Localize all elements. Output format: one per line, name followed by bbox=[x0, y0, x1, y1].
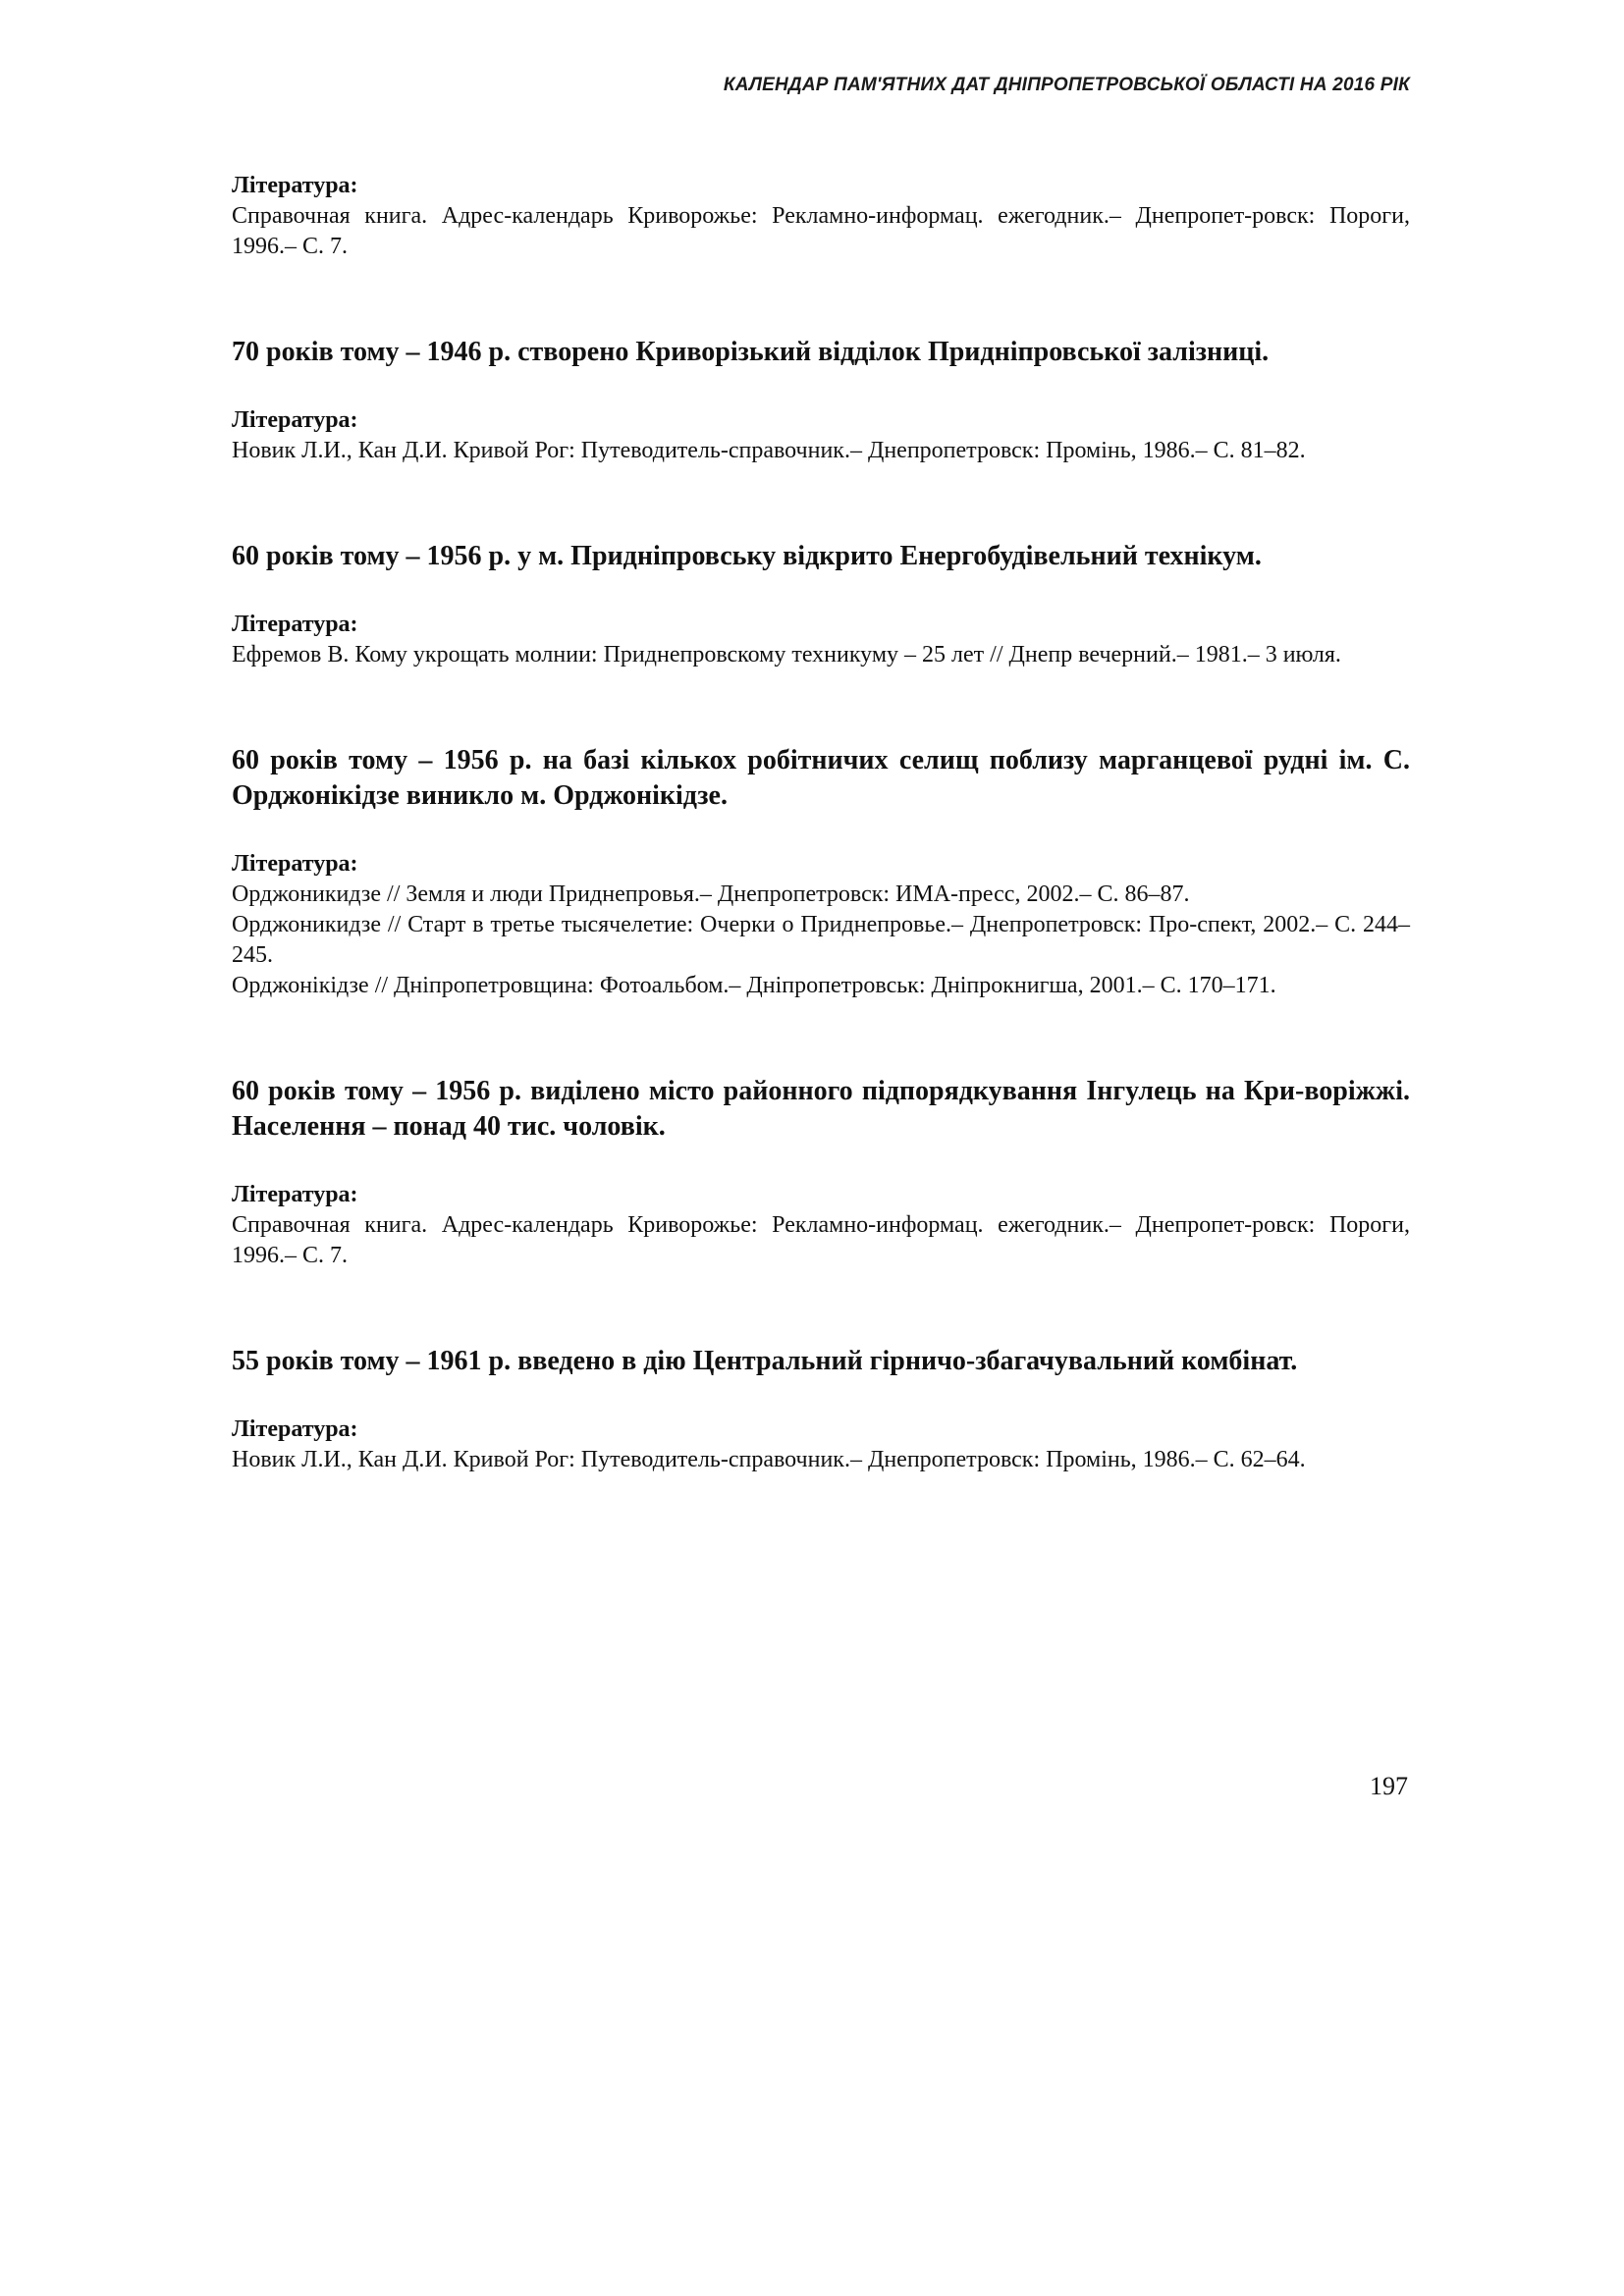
event-title: 70 років тому – 1946 р. створено Криворізький відділок Придніпровської залізниці. bbox=[232, 337, 1270, 367]
literature-reference: Справочная книга. Адрес-календарь Криворожье: Рекламно-информац. ежегодник.– Днепропет-ровск: Пороги, 1996.– С. 7. bbox=[232, 203, 1410, 259]
literature-reference: Орджоникидзе // Старт в третье тысячелетие: Очерки о Приднепровье.– Днепропетровск: Про-спект, 2002.– С. 244–245. bbox=[232, 912, 1410, 968]
event-title: 60 років тому – 1956 р. у м. Придніпровську відкрито Енергобудівельний технікум. bbox=[232, 541, 1262, 571]
entry-3 bbox=[232, 743, 1410, 1001]
literature-label: Література: bbox=[232, 612, 358, 637]
literature-reference: Новик Л.И., Кан Д.И. Кривой Рог: Путеводитель-справочник.– Днепропетровск: Промінь, 1986.– С. 62–64. bbox=[232, 1447, 1306, 1472]
literature-reference: Новик Л.И., Кан Д.И. Кривой Рог: Путеводитель-справочник.– Днепропетровск: Промінь, 1986.– С. 81–82. bbox=[232, 438, 1306, 463]
intro-literature-block bbox=[232, 171, 1410, 262]
running-header: КАЛЕНДАР ПАМ'ЯТНИХ ДАТ ДНІПРОПЕТРОВСЬКОЇ ОБЛАСТІ НА 2016 РІК bbox=[723, 75, 1410, 95]
literature-reference: Орджоникидзе // Земля и люди Приднепровья.– Днепропетровск: ИМА-пресс, 2002.– С. 86–87. bbox=[232, 881, 1190, 907]
entry-4 bbox=[232, 1074, 1410, 1271]
literature-label: Література: bbox=[232, 173, 358, 198]
literature-label: Література: bbox=[232, 851, 358, 877]
event-title: 55 років тому – 1961 р. введено в дію Центральний гірничо-збагачувальний комбінат. bbox=[232, 1346, 1298, 1376]
page-number: 197 bbox=[1370, 1772, 1408, 1800]
entry-1 bbox=[232, 335, 1410, 466]
entry-5 bbox=[232, 1344, 1410, 1475]
literature-reference: Справочная книга. Адрес-календарь Криворожье: Рекламно-информац. ежегодник.– Днепропет-ровск: Пороги, 1996.– С. 7. bbox=[232, 1212, 1410, 1268]
literature-label: Література: bbox=[232, 1416, 358, 1442]
literature-reference: Ефремов В. Кому укрощать молнии: Приднепровскому техникуму – 25 лет // Днепр вечерний.– 1981.– 3 июля. bbox=[232, 642, 1341, 667]
event-title: 60 років тому – 1956 р. на базі кількох робітничих селищ поблизу марганцевої рудні ім. С. Орджонікідзе виникло м. Орджонікідзе. bbox=[232, 745, 1410, 811]
literature-reference: Орджонікідзе // Дніпропетровщина: Фотоальбом.– Дніпропетровськ: Дніпрокнигша, 2001.– С. 170–171. bbox=[232, 973, 1276, 998]
literature-label: Література: bbox=[232, 1182, 358, 1207]
page-content bbox=[232, 171, 1410, 1475]
entry-2 bbox=[232, 539, 1410, 670]
event-title: 60 років тому – 1956 р. виділено місто районного підпорядкування Інгулець на Кри-воріжжі. Населення – понад 40 тис. чоловік. bbox=[232, 1076, 1410, 1142]
literature-label: Література: bbox=[232, 407, 358, 433]
